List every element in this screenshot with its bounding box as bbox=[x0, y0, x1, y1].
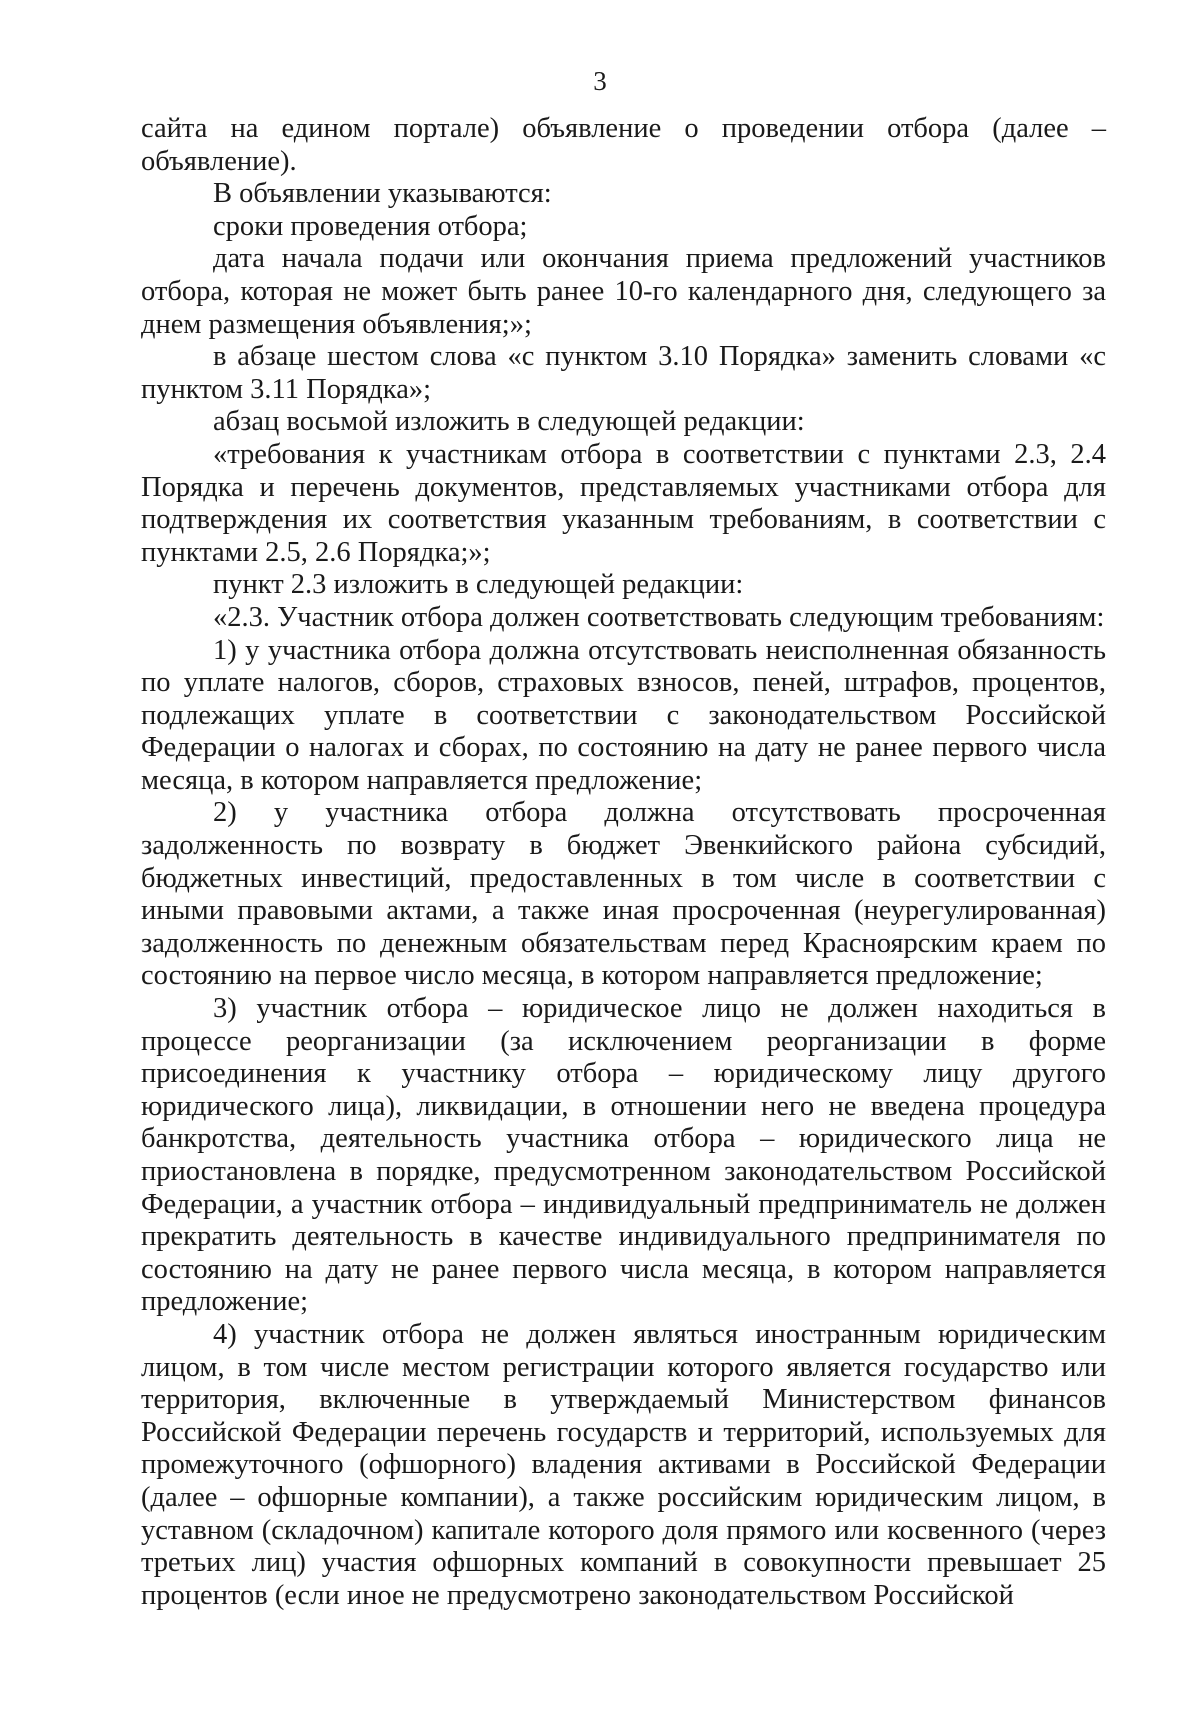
paragraph: сроки проведения отбора; bbox=[213, 210, 528, 242]
list-item-3: 3) участник отбора – юридическое лицо не должен находиться в процессе реорганизации (за исключением реорганизации в форме присоединения к участнику отбора – юридическому лицу другого юридического лица), ликвидации, в отношении него не введена процедура банкротства, деятельность участника отбора – юридического лица не приостановлена в порядке, предусмотренном законодательством Российской Федерации, а участник отбора – индивидуальный предприниматель не должен прекратить деятельность в качестве индивидуального предпринимателя по состоянию на дату не ранее первого числа месяца, в котором направляется предложение; bbox=[141, 993, 1106, 1318]
list-item-2: 2) у участника отбора должна отсутствовать просроченная задолженность по возврату в бюджет Эвенкийского района субсидий, бюджетных инвестиций, предоставленных в том числе в соответствии с иными правовыми актами, а также иная просроченная (неурегулированная) задолженность по денежным обязательствам перед Красноярским краем по состоянию на первое число месяца, в котором направляется предложение; bbox=[141, 797, 1106, 992]
paragraph: в абзаце шестом слова «с пунктом 3.10 Порядка» заменить словами «с пунктом 3.11 Порядка»; bbox=[141, 341, 1106, 405]
paragraph: абзац восьмой изложить в следующей редакции: bbox=[213, 406, 805, 438]
document-body bbox=[141, 113, 1106, 1612]
paragraph-continuation: сайта на едином портале) объявление о проведении отбора (далее – объявление). bbox=[141, 113, 1106, 177]
paragraph: «требования к участникам отбора в соответствии с пунктами 2.3, 2.4 Порядка и перечень документов, представляемых участниками отбора для подтверждения их соответствия указанным требованиям, в соответствии с пунктами 2.5, 2.6 Порядка;»; bbox=[141, 438, 1106, 568]
paragraph: дата начала подачи или окончания приема предложений участников отбора, которая не может быть ранее 10-го календарного дня, следующего за днем размещения объявления;»; bbox=[141, 243, 1106, 340]
page-number: 3 bbox=[593, 66, 607, 96]
list-item-1: 1) у участника отбора должна отсутствовать неисполненная обязанность по уплате налогов, сборов, страховых взносов, пеней, штрафов, процентов, подлежащих уплате в соответствии с законодательством Российской Федерации о налогах и сборах, по состоянию на дату не ранее первого числа месяца, в котором направляется предложение; bbox=[141, 634, 1106, 796]
paragraph: «2.3. Участник отбора должен соответствовать следующим требованиям: bbox=[213, 601, 1105, 633]
paragraph: В объявлении указываются: bbox=[213, 178, 552, 210]
list-item-4: 4) участник отбора не должен являться иностранным юридическим лицом, в том числе местом регистрации которого является государство или территория, включенные в утверждаемый Министерством финансов Российской Федерации перечень государств и территорий, используемых для промежуточного (офшорного) владения активами в Российской Федерации (далее – офшорные компании), а также российским юридическим лицом, в уставном (складочном) капитале которого доля прямого или косвенного (через третьих лиц) участия офшорных компаний в совокупности превышает 25 процентов (если иное не предусмотрено законодательством Российской bbox=[141, 1318, 1106, 1611]
paragraph: пункт 2.3 изложить в следующей редакции: bbox=[213, 569, 744, 601]
